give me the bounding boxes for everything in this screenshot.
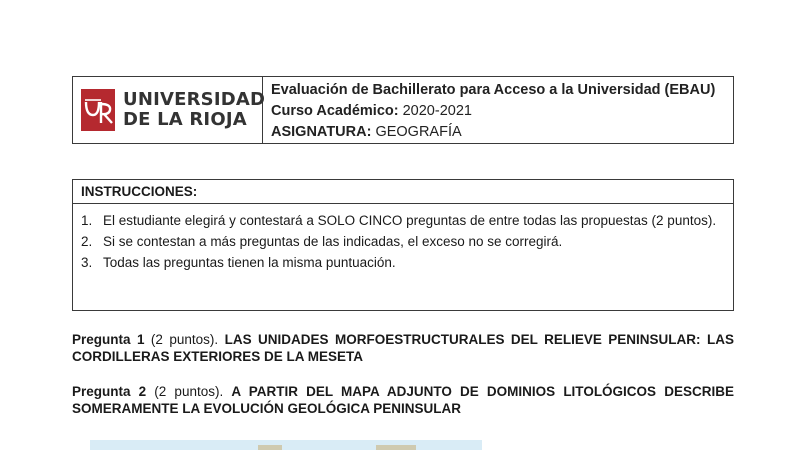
- instructions-box: [72, 179, 734, 311]
- instruction-number: 2.: [81, 234, 93, 249]
- instruction-text: El estudiante elegirá y contestará a SOLO CINCO preguntas de entre todas las propuestas (2 puntos).: [103, 213, 717, 228]
- question-points: (2 puntos).: [150, 332, 219, 347]
- question-2: [72, 383, 734, 417]
- instruction-number: 1.: [81, 213, 93, 228]
- instruction-text: Todas las preguntas tienen la misma puntuación.: [103, 255, 396, 270]
- question-text: LAS UNIDADES MORFOESTRUCTURALES DEL RELIEVE PENINSULAR: LAS CORDILLERAS EXTERIORES DE LA MESETA: [72, 332, 734, 364]
- instruction-number: 3.: [81, 255, 93, 270]
- instruction-item: [81, 231, 733, 252]
- question-1: [72, 331, 734, 365]
- subject-value: GEOGRAFÍA: [375, 123, 462, 140]
- instruction-item: [81, 252, 733, 273]
- header-table: [72, 76, 734, 144]
- exam-title: Evaluación de Bachillerato para Acceso a la Universidad (EBAU): [271, 81, 716, 98]
- question-points: (2 puntos).: [154, 384, 224, 399]
- university-logo: [73, 77, 266, 143]
- university-name-line1: UNIVERSIDAD: [123, 89, 266, 110]
- instructions-list: [73, 204, 733, 273]
- instruction-item: [81, 210, 733, 231]
- exam-info: [263, 77, 733, 143]
- question-label: Pregunta 2: [72, 384, 147, 399]
- instruction-text: Si se contestan a más preguntas de las indicadas, el exceso no se corregirá.: [103, 234, 563, 249]
- subject-line: [271, 122, 733, 143]
- course-label: Curso Académico:: [271, 102, 399, 119]
- course-value: 2020-2021: [402, 102, 472, 119]
- question-text: A PARTIR DEL MAPA ADJUNTO DE DOMINIOS LITOLÓGICOS DESCRIBE SOMERAMENTE LA EVOLUCIÓN GEOLÓGICA PENINSULAR: [72, 384, 734, 416]
- lithology-map-image: [90, 440, 482, 450]
- course-line: [271, 101, 733, 122]
- university-name-line2: DE LA RIOJA: [123, 109, 247, 130]
- instructions-title: INSTRUCCIONES:: [73, 180, 733, 204]
- subject-label: ASIGNATURA:: [271, 123, 372, 140]
- question-label: Pregunta 1: [72, 332, 145, 347]
- university-emblem-icon: [81, 89, 115, 131]
